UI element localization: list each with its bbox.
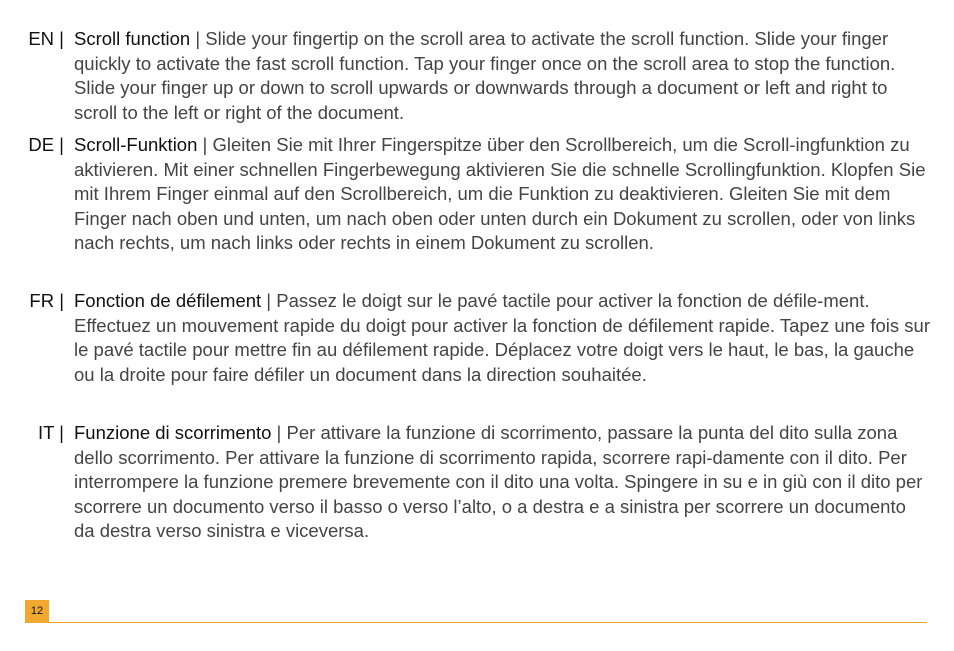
section-text-fr — [74, 289, 930, 387]
title-separator: | — [197, 134, 213, 155]
title-separator: | — [271, 422, 287, 443]
section-title-en: Scroll function — [74, 28, 191, 49]
section-text-it — [74, 421, 930, 544]
language-label-en: EN | — [28, 28, 64, 49]
language-label-de: DE | — [28, 134, 64, 155]
section-title-fr: Fonction de défilement — [74, 290, 262, 311]
section-body-fr: Passez le doigt sur le pavé tactile pour activer la fonction de défile-ment. Effectuez un mouvement rapide du doigt pour activer la fonction de défilement rapide. Tapez une fois sur le pavé tactile pour mettre fin au défilement rapide. Déplacez votre doigt vers le haut, le bas, la gauche ou la droite pour faire défiler un document dans la direction souhaitée. — [74, 290, 930, 385]
language-label-it: IT | — [37, 422, 64, 443]
title-separator: | — [261, 290, 277, 311]
section-text-en — [74, 27, 930, 125]
section-body-en: Slide your fingertip on the scroll area to activate the scroll function. Slide your finger quickly to activate the fast scroll function. Tap your finger once on the scroll area to stop the function. Slide your finger up or down to scroll upwards or downwards through a document or left and right to scroll to the left or right of the document. — [74, 28, 896, 123]
section-body-it: Per attivare la funzione di scorrimento, passare la punta del dito sulla zona dello scorrimento. Per attivare la funzione di scorrimento rapida, scorrere rapi-damente con il dito. Per interrompere la funzione premere brevemente con il dito una volta. Spingere in su e in giù con il dito per scorrere un documento verso il basso o verso l’alto, o a destra e a sinistra per scorrere un documento da destra verso sinistra e viceversa. — [74, 422, 923, 542]
title-separator: | — [190, 28, 206, 49]
page-number: 12 — [25, 600, 49, 623]
section-title-it: Funzione di scorrimento — [74, 422, 272, 443]
section-text-de — [74, 133, 930, 256]
footer-divider — [25, 622, 927, 623]
section-title-de: Scroll-Funktion — [74, 134, 198, 155]
section-body-de: Gleiten Sie mit Ihrer Fingerspitze über den Scrollbereich, um die Scroll-ingfunktion zu aktivieren. Mit einer schnellen Fingerbewegung aktivieren Sie die schnelle Scrollingfunktion. Klopfen Sie mit Ihrem Finger einmal auf den Scrollbereich, um die Funktion zu deaktivieren. Gleiten Sie mit dem Finger nach oben und unten, um nach oben oder unten durch ein Dokument zu scrollen, oder von links nach rechts, um nach links oder rechts in einem Dokument zu scrollen. — [74, 134, 926, 254]
language-label-fr: FR | — [29, 290, 64, 311]
